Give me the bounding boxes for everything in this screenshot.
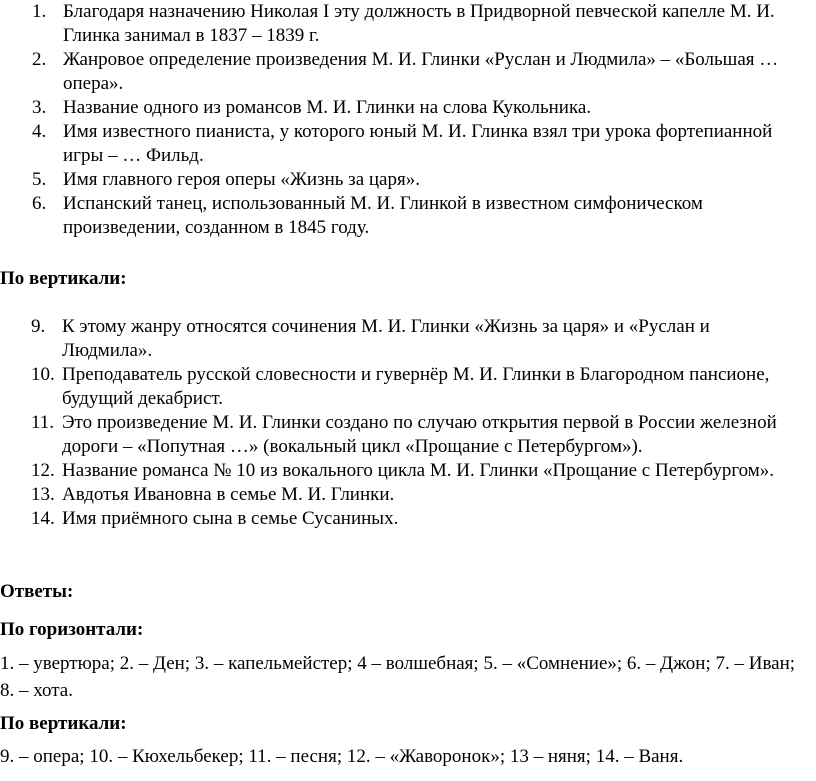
list-item — [0, 507, 792, 531]
vertical-clue-list — [0, 315, 792, 531]
list-item — [0, 168, 793, 192]
answers-horizontal-heading: По горизонтали: — [0, 619, 144, 640]
list-item — [0, 483, 792, 507]
clue-text: Авдотья Ивановна в семье М. И. Глинки. — [62, 484, 395, 505]
clue-number: 1. — [32, 1, 47, 22]
vertical-clues-heading: По вертикали: — [0, 268, 127, 289]
clue-number: 2. — [32, 49, 47, 70]
list-item — [0, 0, 793, 48]
clue-text: К этому жанру относятся сочинения М. И. Глинки «Жизнь за царя» и «Руслан и Людмила». — [62, 316, 710, 361]
clue-number: 4. — [32, 121, 47, 142]
list-item — [0, 315, 792, 363]
clue-text: Преподаватель русской словесности и гувернёр М. И. Глинки в Благородном пансионе, будущий декабрист. — [62, 364, 770, 409]
answers-vertical-text: 9. – опера; 10. – Кюхельбекер; 11. – песня; 12. – «Жаворонок»; 13 – няня; 14. – Ваня. — [0, 746, 684, 767]
clue-text: Испанский танец, использованный М. И. Глинкой в известном симфоническом произведении, созданном в 1845 году. — [63, 193, 703, 238]
clue-text: Имя приёмного сына в семье Сусаниных. — [62, 508, 399, 529]
clue-number: 11. — [31, 412, 55, 433]
answers-vertical-heading: По вертикали: — [0, 713, 127, 734]
list-item — [0, 411, 792, 459]
list-item — [0, 120, 793, 168]
list-item — [0, 48, 793, 96]
clue-text: Имя известного пианиста, у которого юный М. И. Глинка взял три урока фортепианной игры – … Фильд. — [63, 121, 773, 166]
answers-heading: Ответы: — [0, 581, 74, 602]
clue-text: Это произведение М. И. Глинки создано по случаю открытия первой в России железной дороги – «Попутная …» (вокальный цикл «Прощание с Петербургом»). — [62, 412, 777, 457]
clue-text: Благодаря назначению Николая I эту должность в Придворной певческой капелле М. И. Глинка занимал в 1837 – 1839 г. — [63, 1, 775, 46]
clue-text: Название романса № 10 из вокального цикла М. И. Глинки «Прощание с Петербургом». — [62, 460, 775, 481]
clue-number: 14. — [31, 508, 55, 529]
list-item — [0, 96, 793, 120]
horizontal-clue-list — [0, 0, 793, 240]
clue-text: Жанровое определение произведения М. И. Глинки «Руслан и Людмила» – «Большая …опера». — [63, 49, 779, 94]
list-item — [0, 363, 792, 411]
clue-number: 12. — [31, 460, 55, 481]
answers-horizontal-text: 1. – увертюра; 2. – Ден; 3. – капельмейстер; 4 – волшебная; 5. – «Сомнение»; 6. – Джон; 7. – Иван; 8. – хота. — [0, 653, 796, 701]
clue-number: 10. — [31, 364, 55, 385]
clue-text: Название одного из романсов М. И. Глинки на слова Кукольника. — [63, 97, 592, 118]
clue-number: 3. — [32, 97, 47, 118]
clue-number: 13. — [31, 484, 55, 505]
clue-number: 5. — [32, 169, 47, 190]
list-item — [0, 459, 792, 483]
clue-text: Имя главного героя оперы «Жизнь за царя». — [63, 169, 420, 190]
clue-number: 6. — [32, 193, 47, 214]
clue-number: 9. — [31, 316, 46, 337]
list-item — [0, 192, 793, 240]
